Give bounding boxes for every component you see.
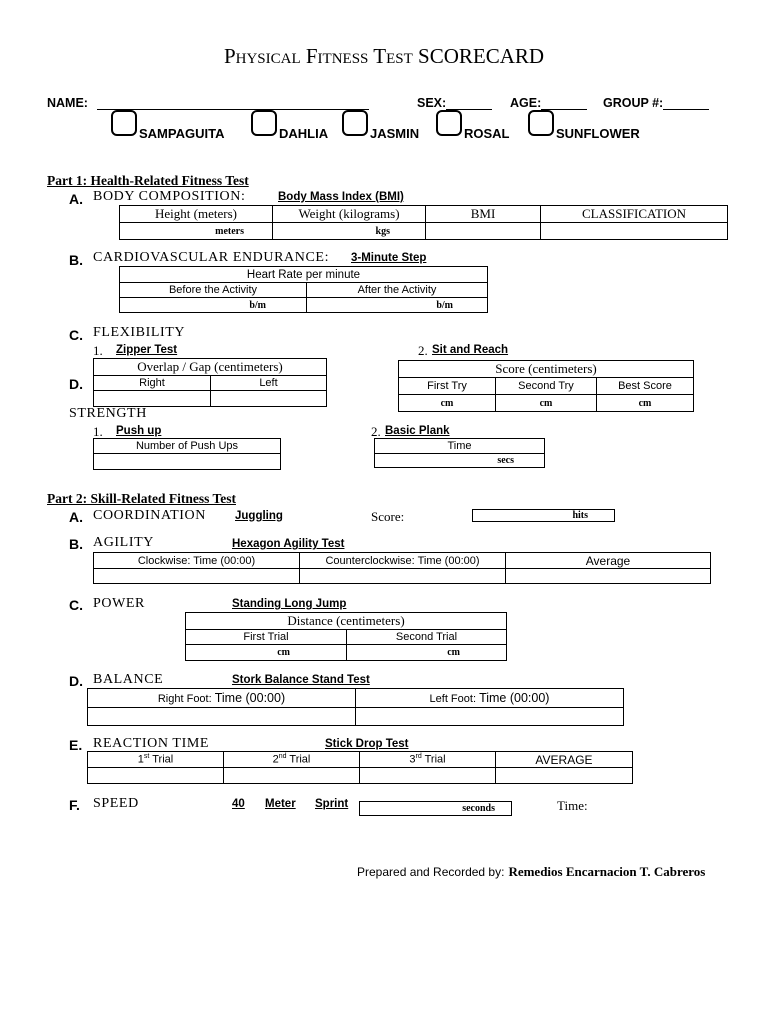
part1-title: Part 1: Health-Related Fitness Test [47,173,249,188]
trial2-header: 2nd Trial [224,752,360,768]
pushup-header: Number of Push Ups [94,439,281,454]
left-foot-input[interactable] [356,708,624,726]
part2-title: Part 2: Skill-Related Fitness Test [47,491,236,506]
group-label-sampaguita: SAMPAGUITA [139,126,225,141]
pushup-test-name: Push up [116,425,162,437]
prepared-by: Prepared and Recorded by: Remedios Encarnacion T. Cabreros [357,864,706,879]
heart-rate-header: Heart Rate per minute [120,267,488,283]
after-activity-input[interactable]: b/m [307,298,488,313]
pushup-input[interactable] [94,454,281,470]
plank-input[interactable]: secs [375,454,545,468]
section-letter: E. [69,737,83,753]
plank-table [374,438,545,468]
page-title: Physical Fitness Test SCORECARD [223,44,545,68]
second-trial-input[interactable]: cm [347,645,507,661]
zipper-header: Overlap / Gap (centimeters) [94,359,327,376]
zipper-test-name: Zipper Test [116,344,178,356]
zipper-left-input[interactable] [211,391,327,407]
sampaguita-checkbox[interactable] [111,110,137,136]
plank-header: Time [375,439,545,454]
height-input-cell[interactable]: meters [120,223,273,240]
distance-header: Distance (centimeters) [186,613,507,630]
best-score-input[interactable]: cm [597,395,694,412]
trial1-input[interactable] [88,768,224,784]
zipper-table [93,358,327,407]
bmi-test-name: Body Mass Index (BMI) [278,191,404,203]
after-activity-header: After the Activity [307,283,488,298]
section-letter: A. [69,191,83,207]
right-foot-header: Right Foot: Time (00:00) [88,689,356,708]
rosal-checkbox[interactable] [436,110,462,136]
sprint-test-40: 40 [232,798,245,810]
score-label: Score: [371,509,405,524]
sex-field[interactable]: SEX: [417,95,492,110]
zipper-number: 1. [93,343,103,358]
step-test-name: 3-Minute Step [351,252,427,264]
section-letter: A. [69,509,83,525]
pushup-number: 1. [93,424,103,439]
reaction-average-input[interactable] [496,768,633,784]
bmi-input-cell[interactable] [426,223,541,240]
clockwise-input[interactable] [94,569,300,584]
flexibility-heading: FLEXIBILITY [93,325,186,340]
group-field[interactable]: GROUP #: [603,95,709,110]
jasmin-checkbox[interactable] [342,110,368,136]
power-table [185,612,507,661]
plank-number: 2. [371,424,381,439]
sprint-time-input[interactable]: seconds [359,801,512,816]
sprint-test-meter: Meter [265,798,296,810]
group-label-rosal: ROSAL [464,126,510,141]
reaction-average-header: AVERAGE [496,752,633,768]
sit-reach-header: Score (centimeters) [399,361,694,378]
pushup-table [93,438,281,470]
strength-heading: STRENGTH [69,406,147,421]
section-letter: C. [69,597,83,613]
long-jump-test-name: Standing Long Jump [232,598,347,610]
before-activity-input[interactable]: b/m [120,298,307,313]
speed-heading: SPEED [93,796,139,811]
hexagon-test-name: Hexagon Agility Test [232,538,345,550]
counterclockwise-header: Counterclockwise: Time (00:00) [300,553,506,569]
section-letter: D. [69,376,83,392]
second-try-header: Second Try [496,378,597,395]
second-trial-header: Second Trial [347,630,507,645]
first-trial-input[interactable]: cm [186,645,347,661]
sit-reach-table [398,360,694,412]
name-field[interactable]: NAME: [47,95,369,110]
agility-average-input[interactable] [506,569,711,584]
trial2-input[interactable] [224,768,360,784]
bmi-header-height: Height (meters) [120,206,273,223]
age-field[interactable]: AGE: [510,95,587,110]
before-activity-header: Before the Activity [120,283,307,298]
best-score-header: Best Score [597,378,694,395]
heart-rate-table [119,266,488,313]
second-try-input[interactable]: cm [496,395,597,412]
sunflower-checkbox[interactable] [528,110,554,136]
section-letter: B. [69,252,83,268]
stork-test-name: Stork Balance Stand Test [232,674,370,686]
plank-test-name: Basic Plank [385,425,450,437]
bmi-table [119,205,728,240]
zipper-right-header: Right [94,376,211,391]
sit-reach-test-name: Sit and Reach [432,344,509,356]
reaction-heading: REACTION TIME [93,736,210,751]
counterclockwise-input[interactable] [300,569,506,584]
classification-input-cell[interactable] [541,223,728,240]
first-try-header: First Try [399,378,496,395]
agility-average-header: Average [506,553,711,569]
bmi-header-bmi: BMI [426,206,541,223]
first-trial-header: First Trial [186,630,347,645]
trial1-header: 1st Trial [88,752,224,768]
agility-table [93,552,711,584]
bmi-header-weight: Weight (kilograms) [273,206,426,223]
left-foot-header: Left Foot: Time (00:00) [356,689,624,708]
body-composition-heading: BODY COMPOSITION: [93,189,246,204]
section-letter: D. [69,673,83,689]
right-foot-input[interactable] [88,708,356,726]
trial3-header: 3rd Trial [360,752,496,768]
dahlia-checkbox[interactable] [251,110,277,136]
juggling-score-input[interactable]: hits [472,509,615,522]
reaction-table [87,751,633,784]
weight-input-cell[interactable]: kgs [273,223,426,240]
group-label-dahlia: DAHLIA [279,126,329,141]
juggling-test-name: Juggling [235,510,283,522]
zipper-right-input[interactable] [94,391,211,407]
sprint-test-sprint: Sprint [315,798,349,810]
power-heading: POWER [93,596,145,611]
balance-heading: BALANCE [93,672,164,687]
clockwise-header: Clockwise: Time (00:00) [94,553,300,569]
coordination-heading: COORDINATION [93,508,206,523]
agility-heading: AGILITY [93,535,154,550]
section-letter: B. [69,536,83,552]
stick-drop-test-name: Stick Drop Test [325,738,409,750]
group-label-sunflower: SUNFLOWER [556,126,640,141]
bmi-header-classification: CLASSIFICATION [541,206,728,223]
balance-table [87,688,624,726]
first-try-input[interactable]: cm [399,395,496,412]
section-letter: C. [69,327,83,343]
trial3-input[interactable] [360,768,496,784]
group-label-jasmin: JASMIN [370,126,420,141]
time-label: Time: [557,798,588,813]
sit-reach-number: 2. [418,343,428,358]
cardio-heading: CARDIOVASCULAR ENDURANCE: [93,250,330,265]
zipper-left-header: Left [211,376,327,391]
section-letter: F. [69,797,80,813]
